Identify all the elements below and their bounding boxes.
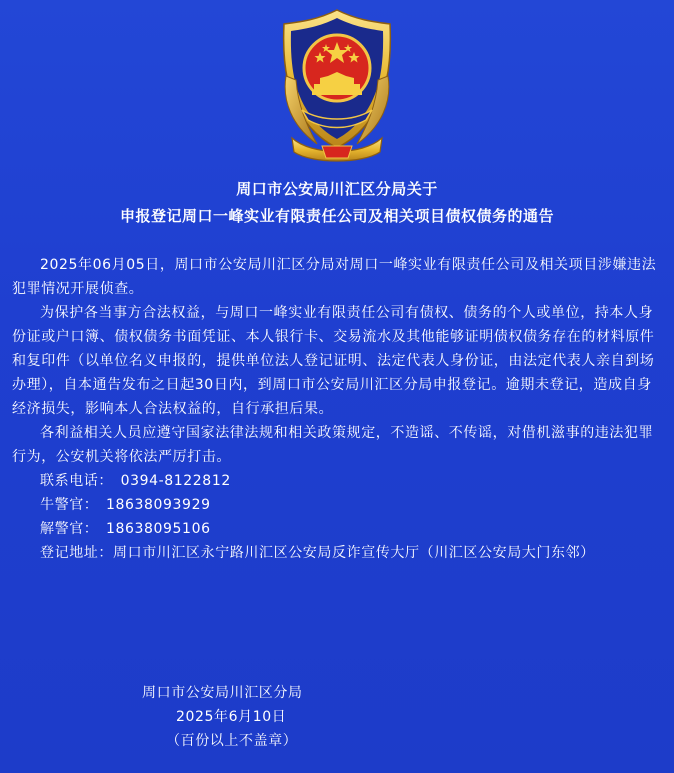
notice-title-line2: 申报登记周口一峰实业有限责任公司及相关项目债权债务的通告 (119, 207, 554, 225)
notice-body (12, 253, 658, 565)
paragraph-warning: 各利益相关人员应遵守国家法律法规和相关政策规定，不造谣、不传谣，对借机滋事的违法犯罪行为，公安机关将依法严厉打击。 (12, 425, 654, 465)
contact-phone: 联系电话： 0394-8122812 (40, 473, 231, 489)
signature-note: （百份以上不盖章） (166, 733, 298, 749)
registration-address: 登记地址：周口市川汇区永宁路川汇区公安局反诈宣传大厅（川汇区公安局大门东邻） (40, 545, 595, 561)
signature-date: 2025年6月10日 (176, 709, 287, 725)
paragraph-registration: 为保护各当事方合法权益，与周口一峰实业有限责任公司有债权、债务的个人或单位，持本人身份证或户口簿、债权债务书面凭证、本人银行卡、交易流水及其他能够证明债权债务存在的材料原件和复印件（以单位名义申报的，提供单位法人登记证明、法定代表人身份证，由法定代表人亲自到场办理），自本通告发布之日起30日内，到周口市公安局川汇区分局申报登记。逾期未登记，造成自身经济损失，影响本人合法权益的，自行承担后果。 (12, 305, 655, 417)
police-emblem-icon (262, 6, 412, 166)
paragraph-investigation: 2025年06月05日，周口市公安局川汇区分局对周口一峰实业有限责任公司及相关项目涉嫌违法犯罪情况开展侦查。 (12, 257, 657, 297)
signature-org: 周口市公安局川汇区分局 (142, 685, 303, 701)
contact-officer-xie: 解警官： 18638095106 (40, 521, 211, 537)
contact-officer-niu: 牛警官： 18638093929 (40, 497, 211, 513)
notice-title-line1: 周口市公安局川汇区分局关于 (236, 180, 438, 198)
